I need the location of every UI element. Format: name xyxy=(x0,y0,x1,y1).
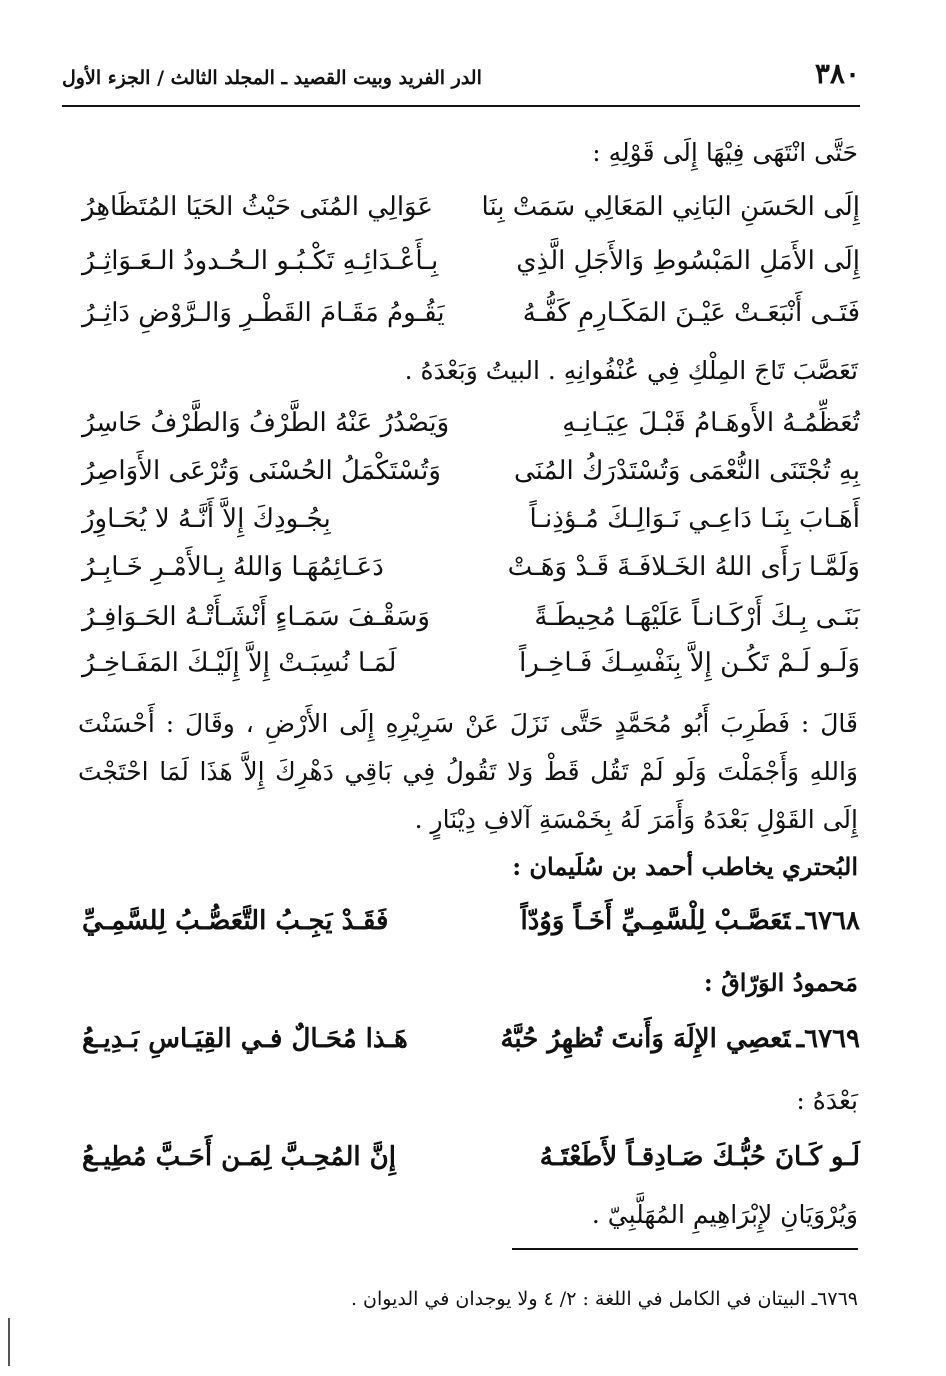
verse-line xyxy=(82,602,860,652)
running-title: الدر الفريد وبيت القصيد ـ المجلد الثالث / الجزء الأول xyxy=(62,67,482,89)
verse-second-hemistich: يَقُـومُ مَقَـامَ القَطْـرِ وَالـرَّوْضِ دَاثِـرُ xyxy=(82,298,445,328)
verse-number: ٦٧٦٩ـ xyxy=(796,1024,860,1054)
verse-first-hemistich: بَنَـى بِـكَ أَرْكَـانـاً عَلَيْهَـا مُحِيطَـةً xyxy=(534,602,860,632)
verse-first-hemistich: أَهَـابَ بِنَـا دَاعِـي نَـوَالِـكَ مُـؤذِنـاً xyxy=(529,504,860,534)
footnote-divider xyxy=(512,1248,858,1250)
verse-second-hemistich: بِـأَعْـدَائِـهِ تَكْـبُـو الـحُـدودُ الـعَـوَاثِـرُ xyxy=(82,246,439,276)
verse-second-hemistich: لَمَـا نُسِبَـتْ إِلاَّ إِلَيْـكَ المَفَـاخِـرُ xyxy=(82,648,397,678)
poet-heading: البُحتري يخاطب أحمد بن سُلَيمان : xyxy=(512,852,858,881)
verse-text: تَعَصَّـبْ لِلْسَّمِـيِّ أَخَـاً وَوُدّاً xyxy=(520,906,791,936)
verse-first-hemistich: وَلَمَّـا رَأَى اللهُ الخَـلافَـةَ قَـدْ وَهَـتْ xyxy=(507,552,860,582)
verse-second-hemistich: عَوَالِي المُنَى حَيْثُ الحَيَا المُتَظَاهِرُ xyxy=(82,192,433,222)
verse-first-hemistich xyxy=(500,1024,860,1054)
footnote: ٦٧٦٩ـ البيتان في الكامل في اللغة : ٢/ ٤ ولا يوجدان في الديوان . xyxy=(350,1288,858,1310)
verse-first-hemistich xyxy=(520,906,860,936)
verse-second-hemistich: إِنَّ المُحِـبَّ لِمَـن أَحَـبَّ مُطِيـعُ xyxy=(82,1142,396,1172)
verse-line xyxy=(82,192,860,242)
verse-text: تَعصِي الإِلَهَ وَأَنتَ تُظهِرُ حُبَّهُ xyxy=(500,1024,791,1054)
numbered-verse-6768 xyxy=(82,906,860,956)
verse-first-hemistich: فَتَـى أَنْبَعَـتْ عَيْـنَ المَكَـارِمِ كَفُّـهُ xyxy=(522,298,860,328)
intro-line: حَتَّى انْتَهَى فِيْهَا إِلَى قَوْلِهِ : xyxy=(592,138,858,167)
verse-second-hemistich: بِجُـودِكَ إِلاَّ أَنَّـهُ لا يُحَـاوِرُ xyxy=(82,504,331,534)
middle-line: تَعَصَّبَ تَاجَ المِلْكِ فِي عُنْفُوانِهِ . البيتُ وَبَعْدَهُ . xyxy=(404,356,858,385)
verse-second-hemistich: وَتُسْتَكْمَلُ الحُسْنَى وَتُرْعَى الأَوَاصِرُ xyxy=(82,456,441,486)
page-edge-mark xyxy=(8,1318,10,1366)
verse-line xyxy=(82,246,860,296)
verse-first-hemistich: بِهِ تُجْتَنَى النُّعْمَى وَتُسْتَدْرَكُ المُنَى xyxy=(513,456,860,486)
verse-line xyxy=(82,1142,860,1192)
verse-first-hemistich: إِلَى الأَمَلِ المَبْسُوطِ وَالأَجَلِ الَّذِي xyxy=(516,246,860,276)
prose-paragraph: قَالَ : فَطَرِبَ أَبُو مُحَمَّدٍ حَتَّى نَزَلَ عَنْ سَرِيْرِهِ إِلَى الأَرْضِ ، وقَالَ : أَحْسَنْتَ وَاللهِ وَأَجْمَلْتَ وَلَو لَمْ تَقُل قَطْ وَلا تَقُولُ فِي بَاقِي دَهْرِكَ إِلاَّ هَذَا لَمَا احْتَجْتَ إِلَى القَوْلِ بَعْدَهُ وَأَمَرَ لَهُ بِخَمْسَةِ آلافِ دِيْنَارٍ . xyxy=(78,709,858,834)
verse-second-hemistich: فَقَـدْ يَجِـبُ التَّعَصُّـبُ لِلسَّمِـيِّ xyxy=(82,906,389,936)
verse-line xyxy=(82,408,860,458)
poet-heading: مَحمودُ الوَرّاقُ : xyxy=(703,968,858,997)
verse-first-hemistich: تُعَظِّمُـهُ الأَوهَـامُ قَبْـلَ عِيَـانِـهِ xyxy=(562,408,860,438)
closing-line: وَيُرْوَيَانِ لإِبْرَاهِيمِ المُهَلَّبِيّ . xyxy=(591,1200,858,1229)
verse-second-hemistich: وَيَصْدُرُ عَنْهُ الطَّرْفُ وَالطَّرْفُ حَاسِرُ xyxy=(82,408,450,438)
numbered-verse-6769 xyxy=(82,1024,860,1074)
verse-line xyxy=(82,298,860,348)
verse-first-hemistich: وَلَـو لَـمْ تَكُـن إِلاَّ بِنَفْسِـكَ فَـاخِـراً xyxy=(519,648,860,678)
verse-number: ٦٧٦٨ـ xyxy=(796,906,860,936)
verse-second-hemistich: دَعَـائِمُهَـا وَاللهُ بِـالأَمْـرِ خَـابِـرُ xyxy=(82,552,384,582)
verse-line xyxy=(82,648,860,698)
page-header xyxy=(62,55,860,107)
verse-line xyxy=(82,456,860,506)
verse-first-hemistich: لَـو كَـانَ حُبُّـكَ صَـادِقـاً لأَطَعْتَـهُ xyxy=(539,1142,860,1172)
after-label: بَعْدَهُ : xyxy=(796,1086,858,1115)
verse-second-hemistich: هَـذا مُحَـالٌ فـي القِيَـاسِ بَـدِيـعُ xyxy=(82,1024,408,1054)
page-number: ٣٨٠ xyxy=(814,57,860,90)
verse-second-hemistich: وَسَقْـفَ سَمَـاءٍ أَنْشَـأَتْـهُ الحَـوَافِـرُ xyxy=(82,602,430,632)
verse-first-hemistich: إِلَى الحَسَنِ البَانِي المَعَالِي سَمَتْ بِنَا xyxy=(481,192,860,222)
verse-line xyxy=(82,504,860,554)
verse-line xyxy=(82,552,860,602)
